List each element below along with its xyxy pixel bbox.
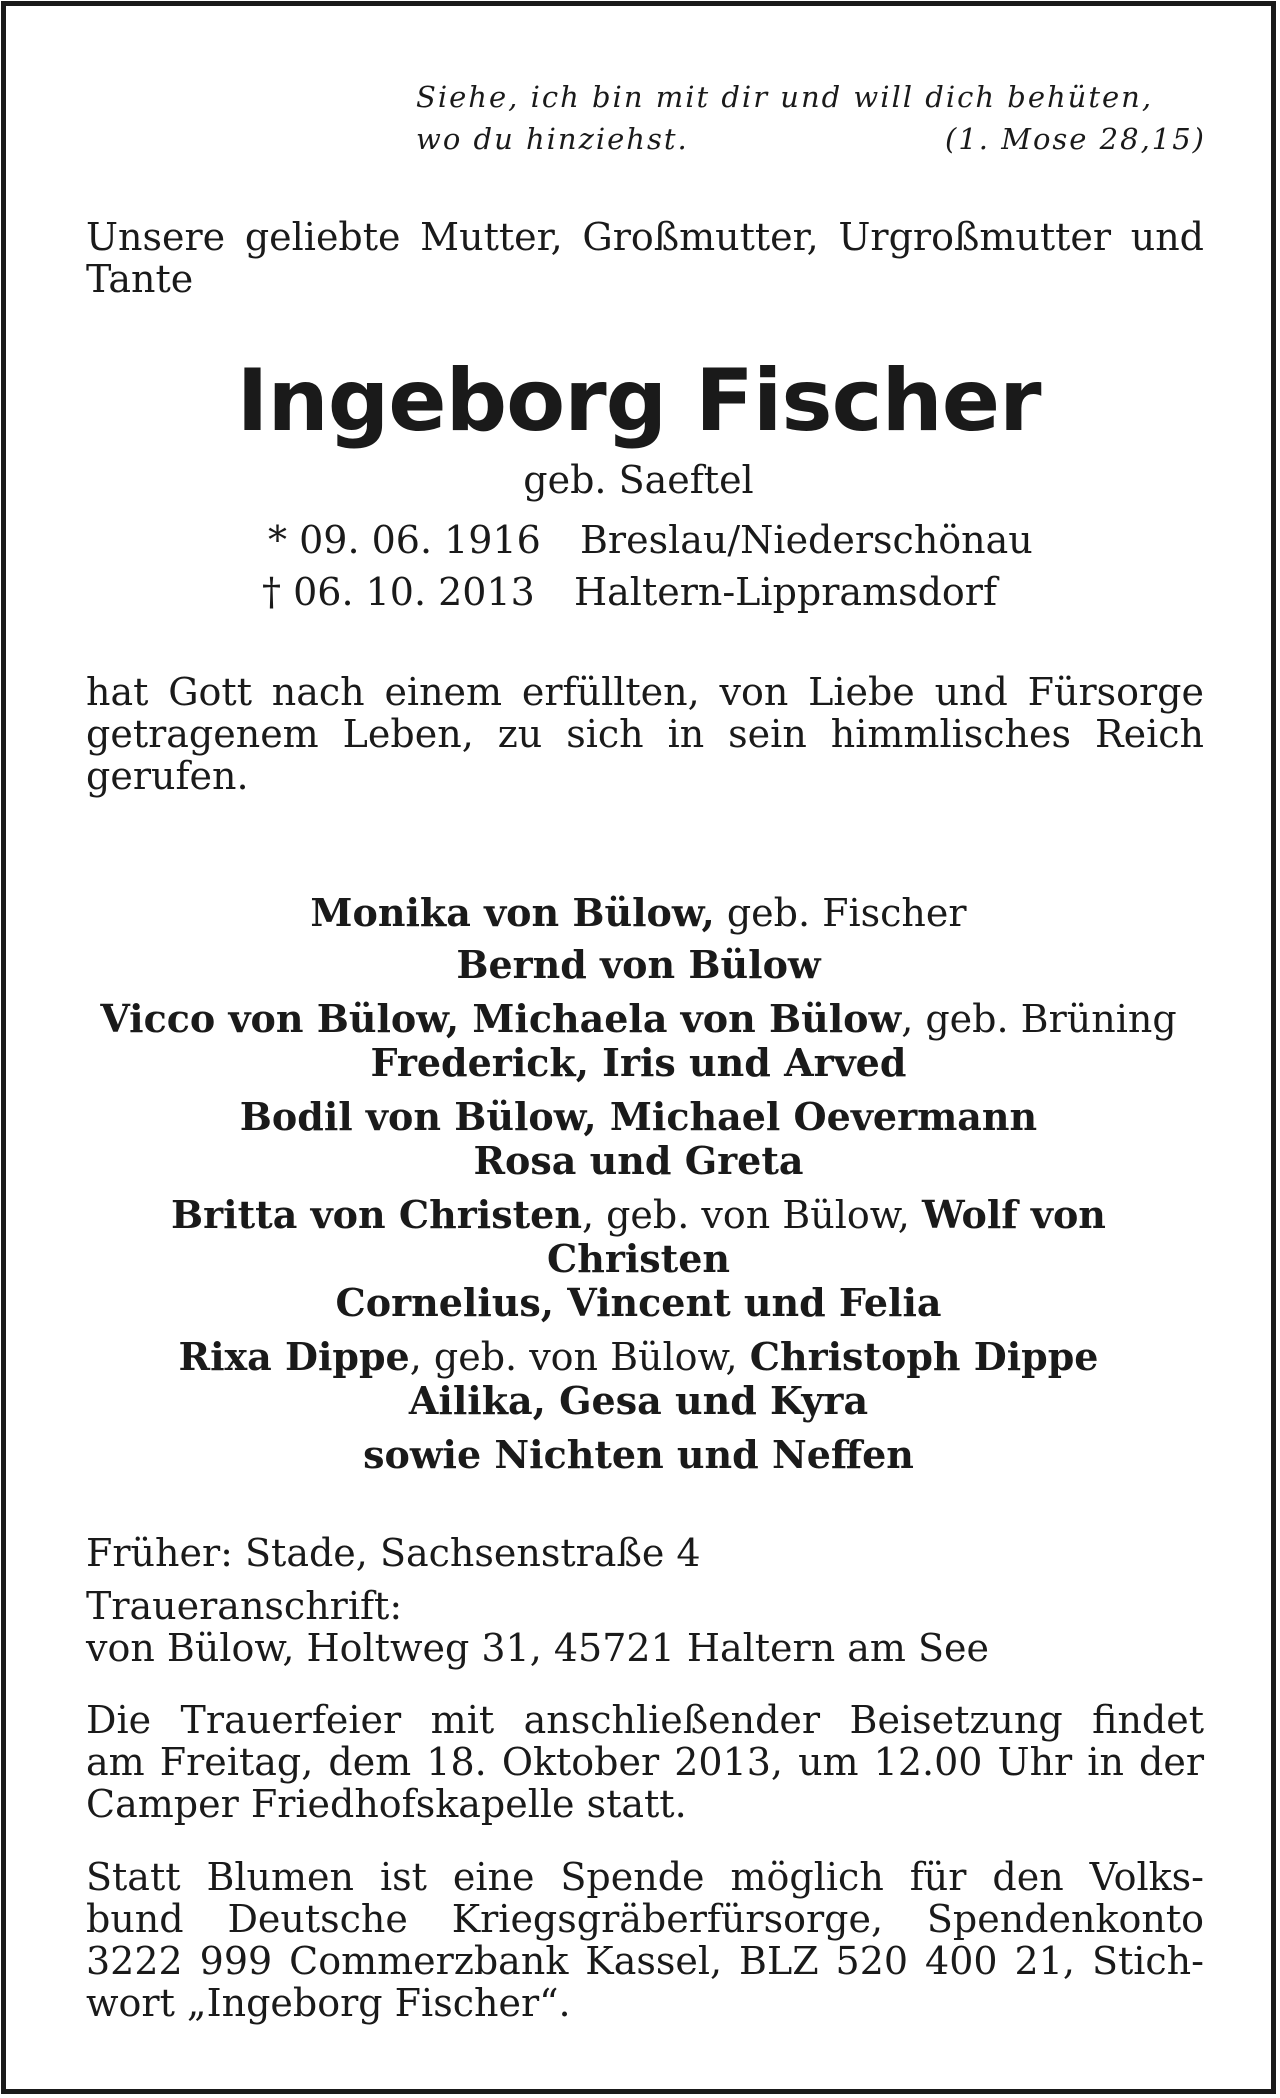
death-date: 06. 10. 2013 — [293, 570, 535, 614]
family-entry-monika — [86, 891, 1191, 935]
family-entry-vicco — [86, 997, 1191, 1041]
message-line-1: hat Gott nach einem erfüllten, von Liebe und Fürsorge — [86, 670, 1204, 714]
death-place: Haltern-Lippramsdorf — [574, 570, 998, 614]
mourner-name: Vicco von Bülow, Michaela von Bülow — [100, 996, 902, 1041]
donation-line-2: bund Deutsche Kriegsgräberfürsorge, Spendenkonto — [86, 1897, 1204, 1941]
mourning-address: von Bülow, Holtweg 31, 45721 Haltern am See — [86, 1626, 990, 1670]
birth-row — [268, 518, 541, 562]
mourner-birth-name: , geb. Brüning — [901, 997, 1177, 1041]
grandchildren-vicco: Frederick, Iris und Arved — [370, 1040, 907, 1085]
donation-line-1: Statt Blumen ist eine Spende möglich für den Volks- — [86, 1855, 1204, 1899]
family-entry-britta — [86, 1193, 1191, 1281]
bible-verse — [416, 76, 1206, 160]
funeral-line-2: am Freitag, dem 18. Oktober 2013, um 12.00 Uhr in der — [86, 1740, 1204, 1784]
grandchildren-britta: Cornelius, Vincent und Felia — [335, 1280, 942, 1325]
grandchildren-bodil: Rosa und Greta — [473, 1138, 804, 1183]
donation-line-3: 3222 999 Commerzbank Kassel, BLZ 520 400 21, Stich- — [86, 1939, 1204, 1983]
family-list — [86, 891, 1191, 1477]
funeral-line-3: Camper Friedhofskapelle statt. — [86, 1782, 687, 1826]
family-entry-bodil: Bodil von Bülow, Michael Oevermann — [239, 1094, 1038, 1139]
intro-line-2: Tante — [86, 257, 194, 301]
bible-verse-line-1: Siehe, ich bin mit dir und will dich behüten, — [416, 80, 1154, 114]
message-line-2: getragenem Leben, zu sich in sein himmlisches Reich — [86, 712, 1204, 756]
birth-place: Breslau/Niederschönau — [580, 518, 1033, 562]
birth-symbol: * — [268, 518, 287, 562]
funeral-line-1: Die Trauerfeier mit anschließender Beisetzung findet — [86, 1698, 1204, 1742]
death-symbol: † — [262, 570, 281, 614]
family-entry-others: sowie Nichten und Neffen — [363, 1432, 914, 1477]
bible-verse-line-2 — [416, 118, 1206, 160]
family-entry-rixa — [86, 1335, 1191, 1379]
birth-date: 09. 06. 1916 — [299, 518, 541, 562]
mourner-birth-name: , geb. von Bülow, — [409, 1335, 738, 1379]
mourner-partner: Wolf von Christen — [546, 1192, 1106, 1281]
obituary-notice — [1, 1, 1276, 2094]
family-entry-bernd: Bernd von Bülow — [456, 942, 821, 987]
death-row — [262, 570, 535, 614]
bible-verse-text-end: wo du hinziehst. — [416, 122, 689, 156]
funeral-info — [86, 1699, 1204, 1825]
mourner-birth-name: , geb. von Bülow, — [581, 1193, 910, 1237]
mourning-address-label: Traueranschrift: — [86, 1584, 403, 1628]
mourner-name: Rixa Dippe — [178, 1334, 410, 1379]
intro-text — [86, 216, 1204, 300]
bible-verse-reference: (1. Mose 28,15) — [945, 122, 1206, 156]
birth-name: geb. Saeftel — [523, 458, 754, 502]
mourner-name: Monika von Bülow, — [310, 890, 715, 935]
message-line-3: gerufen. — [86, 754, 249, 798]
grandchildren-rixa: Ailika, Gesa und Kyra — [408, 1378, 869, 1423]
message-text — [86, 671, 1204, 797]
donation-line-4: wort „Ingeborg Fischer“. — [86, 1981, 571, 2025]
mourner-birth-name: geb. Fischer — [726, 891, 967, 935]
former-address: Früher: Stade, Sachsenstraße 4 — [86, 1531, 701, 1575]
intro-line-1: Unsere geliebte Mutter, Großmutter, Urgroßmutter und — [86, 215, 1204, 259]
mourner-partner: Christoph Dippe — [749, 1334, 1099, 1379]
mourner-name: Britta von Christen — [171, 1192, 582, 1237]
donation-info — [86, 1856, 1204, 2024]
deceased-name: Ingeborg Fischer — [236, 351, 1041, 451]
